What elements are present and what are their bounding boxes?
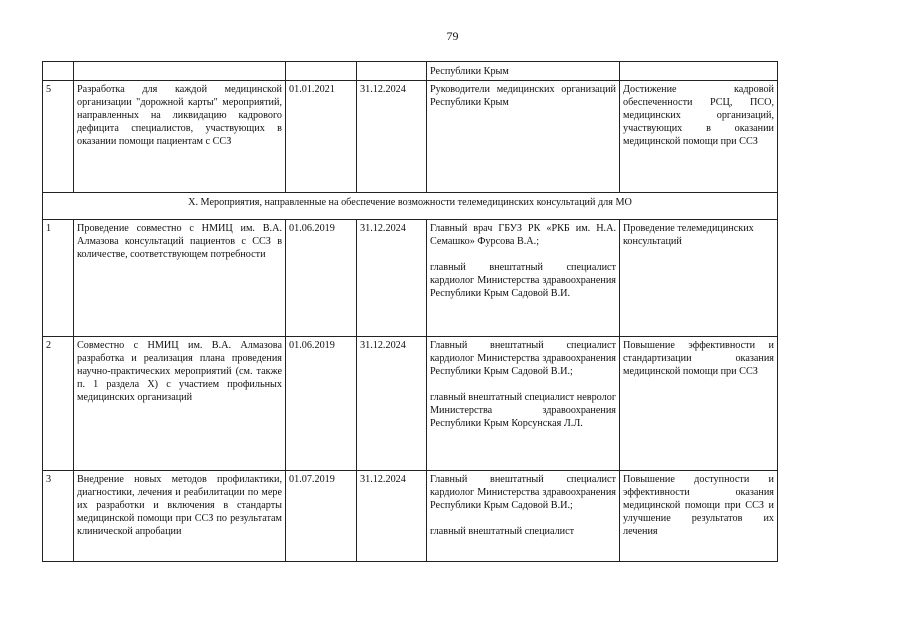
expected-result: Повышение доступности и эффективности оказания медицинской помощи при ССЗ и улучшение результатов их лечения — [620, 471, 778, 562]
responsible-person: Республики Крым — [430, 66, 509, 77]
item-number: 2 — [43, 337, 74, 471]
start-date: 01.07.2019 — [286, 471, 357, 562]
responsible-person: главный внештатный специалист кардиолог Министерства здравоохранения Республики Крым Садовой В.И. — [430, 262, 616, 299]
action-description: Проведение совместно с НМИЦ им. В.А. Алмазова консультаций пациентов с ССЗ в количестве, соответствующем потребности — [74, 220, 286, 337]
section-row — [43, 193, 778, 220]
start-date: 01.06.2019 — [286, 337, 357, 471]
item-number — [43, 62, 74, 81]
table-row — [43, 220, 778, 337]
end-date: 31.12.2024 — [357, 220, 427, 337]
action-plan-table — [42, 61, 778, 562]
table-row — [43, 81, 778, 193]
responsible-person: Главный внештатный специалист кардиолог Министерства здравоохранения Республики Крым Садовой В.И.; — [430, 474, 616, 511]
action-description: Разработка для каждой медицинской организации "дорожной карты" мероприятий, направленных на ликвидацию кадрового дефицита специалистов, участвующих в оказании помощи пациентам с ССЗ — [74, 81, 286, 193]
responsible-person: Главный врач ГБУЗ РК «РКБ им. Н.А. Семашко» Фурсова В.А.; — [430, 223, 616, 247]
item-number: 5 — [43, 81, 74, 193]
table-row — [43, 62, 778, 81]
end-date: 31.12.2024 — [357, 471, 427, 562]
item-number: 1 — [43, 220, 74, 337]
expected-result: Проведение телемедицинских консультаций — [620, 220, 778, 337]
end-date: 31.12.2024 — [357, 337, 427, 471]
table-row — [43, 337, 778, 471]
responsible-cell — [427, 471, 620, 562]
responsible-cell — [427, 62, 620, 81]
page-number: 79 — [446, 29, 459, 43]
responsible-person: главный внештатный специалист невролог Министерства здравоохранения Республики Крым Корсунская Л.Л. — [430, 392, 616, 429]
end-date — [357, 62, 427, 81]
action-description: Внедрение новых методов профилактики, диагностики, лечения и реабилитации по мере их разработки и включения в стандарты медицинской помощи при ССЗ по результатам клинической апробации — [74, 471, 286, 562]
start-date: 01.01.2021 — [286, 81, 357, 193]
expected-result — [620, 62, 778, 81]
expected-result: Повышение эффективности и стандартизации оказания медицинской помощи при ССЗ — [620, 337, 778, 471]
start-date — [286, 62, 357, 81]
action-description — [74, 62, 286, 81]
responsible-person: главный внештатный специалист — [430, 526, 575, 537]
end-date: 31.12.2024 — [357, 81, 427, 193]
expected-result: Достижение кадровой обеспеченности РСЦ, ПСО, медицинских организаций, участвующих в оказании медицинской помощи при ССЗ — [620, 81, 778, 193]
table-row — [43, 471, 778, 562]
start-date: 01.06.2019 — [286, 220, 357, 337]
action-description: Совместно с НМИЦ им. В.А. Алмазова разработка и реализация плана проведения научно-практических мероприятий (см. также п. 1 раздела X) с участием профильных медицинских организаций — [74, 337, 286, 471]
item-number: 3 — [43, 471, 74, 562]
section-title: X. Мероприятия, направленные на обеспечение возможности телемедицинских консультаций для МО — [43, 193, 778, 220]
responsible-cell — [427, 81, 620, 193]
responsible-person: Руководители медицинских организаций Республики Крым — [430, 84, 616, 108]
responsible-cell — [427, 220, 620, 337]
responsible-cell — [427, 337, 620, 471]
responsible-person: Главный внештатный специалист кардиолог Министерства здравоохранения Республики Крым Садовой В.И.; — [430, 340, 616, 377]
